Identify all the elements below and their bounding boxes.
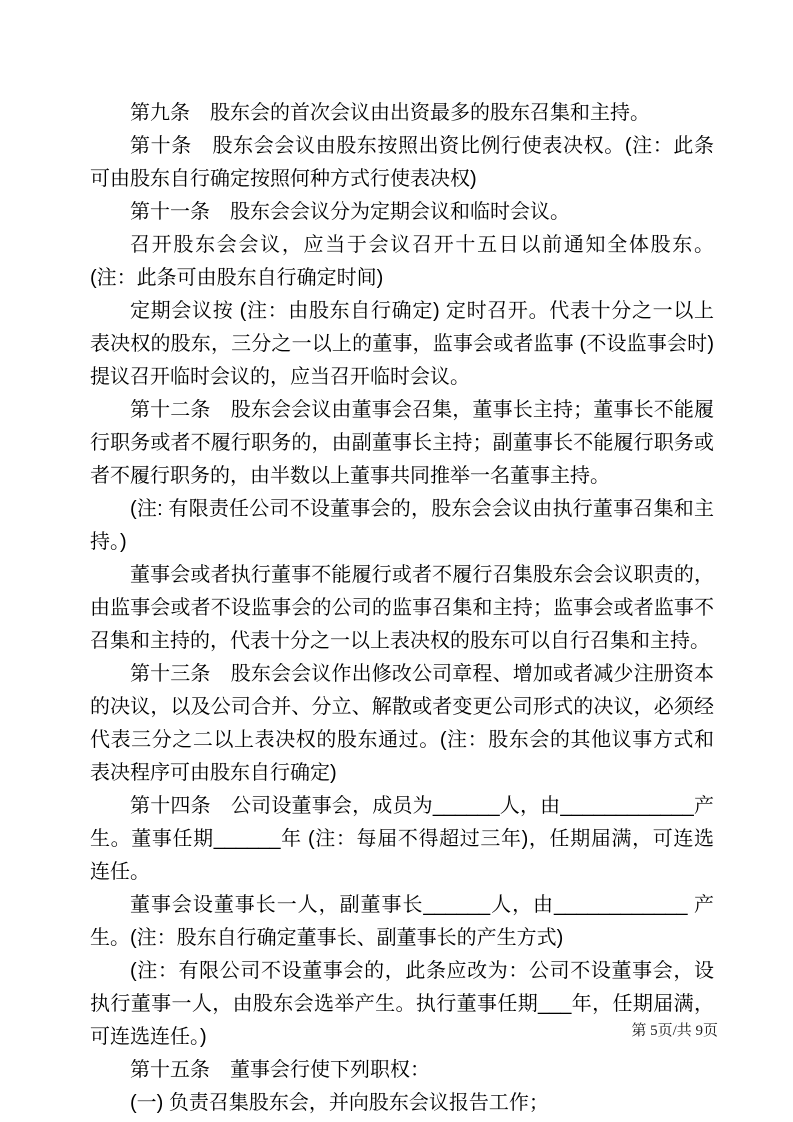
paragraph: 第十四条 公司设董事会，成员为______人，由____________产生。董事任期______年 (注：每届不得超过三年)，任期届满，可连选连任。 (90, 795, 714, 883)
paragraph: 董事会或者执行董事不能履行或者不履行召集股东会会议职责的，由监事会或者不设监事会的公司的监事召集和主持；监事会或者监事不召集和主持的，代表十分之一以上表决权的股东可以自行召集和主持。 (90, 564, 714, 652)
document-body (90, 97, 714, 1120)
paragraph: 第十五条 董事会行使下列职权： (130, 1059, 430, 1081)
paragraph: 第九条 股东会的首次会议由出资最多的股东召集和主持。 (130, 102, 650, 124)
paragraph: (注：有限公司不设董事会的，此条应改为：公司不设董事会，设执行董事一人，由股东会选举产生。执行董事任期___年，任期届满，可连选连任。) (90, 960, 714, 1048)
paragraph: 董事会设董事长一人，副董事长______人，由____________ 产生。(注：股东自行确定董事长、副董事长的产生方式) (90, 894, 714, 949)
paragraph: 召开股东会会议，应当于会议召开十五日以前通知全体股东。(注：此条可由股东自行确定时间) (90, 234, 714, 289)
paragraph: (注: 有限责任公司不设董事会的，股东会会议由执行董事召集和主持。) (90, 498, 714, 553)
paragraph: 第十一条 股东会会议分为定期会议和临时会议。 (130, 201, 570, 223)
paragraph: 定期会议按 (注：由股东自行确定) 定时召开。代表十分之一以上表决权的股东，三分之一以上的董事，监事会或者监事 (不设监事会时) 提议召开临时会议的，应当召开临时会议。 (90, 300, 714, 388)
paragraph: 第十二条 股东会会议由董事会召集，董事长主持；董事长不能履行职务或者不履行职务的，由副董事长主持；副董事长不能履行职务或者不履行职务的，由半数以上董事共同推举一名董事主持。 (90, 399, 714, 487)
paragraph: 第十条 股东会会议由股东按照出资比例行使表决权。(注：此条可由股东自行确定按照何种方式行使表决权) (90, 135, 714, 190)
page-number: 第 5页/共 9页 (631, 1023, 718, 1039)
paragraph: 第十三条 股东会会议作出修改公司章程、增加或者减少注册资本的决议，以及公司合并、分立、解散或者变更公司形式的决议，必须经代表三分之二以上表决权的股东通过。(注：股东会的其他议事方式和表决程序可由股东自行确定) (90, 663, 714, 784)
paragraph: (一) 负责召集股东会，并向股东会议报告工作； (130, 1092, 549, 1114)
